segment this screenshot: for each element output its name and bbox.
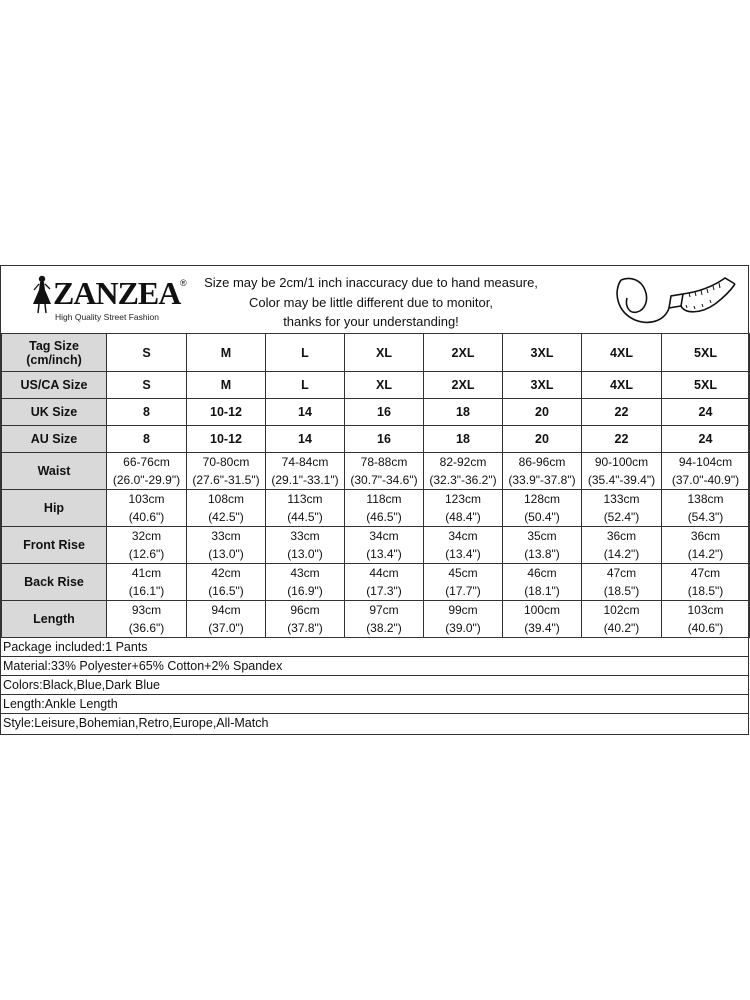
- notice-line: Size may be 2cm/1 inch inaccuracy due to hand measure,: [204, 275, 538, 290]
- measure-cm: 42cm: [211, 566, 241, 580]
- measure-cell: [503, 601, 582, 638]
- measure-cm: 34cm: [369, 529, 399, 543]
- measure-inch: (16.5"): [208, 584, 244, 598]
- measure-cell: [503, 453, 582, 490]
- row-header: Length: [2, 601, 107, 638]
- measure-cm: 47cm: [690, 566, 721, 580]
- size-cell: S: [107, 334, 187, 372]
- measure-cm: 93cm: [131, 603, 162, 617]
- detail-line: Length:Ankle Length: [1, 695, 748, 714]
- size-cell: S: [107, 372, 187, 399]
- measure-cell: [107, 601, 187, 638]
- size-cell: 2XL: [424, 334, 503, 372]
- size-cell: XL: [345, 372, 424, 399]
- measure-cell: [424, 564, 503, 601]
- measure-inch: (13.0"): [287, 547, 323, 561]
- measure-cell: [345, 453, 424, 490]
- measure-cell: [582, 490, 662, 527]
- measure-cm: 70-80cm: [202, 455, 250, 469]
- detail-line: Colors:Black,Blue,Dark Blue: [1, 676, 748, 695]
- measure-inch: (50.4"): [524, 510, 560, 524]
- measure-cell: [345, 527, 424, 564]
- measure-cell: [107, 527, 187, 564]
- measure-inch: (37.0"): [208, 621, 244, 635]
- measure-cell: [503, 564, 582, 601]
- measure-cell: [187, 490, 266, 527]
- measure-inch: (52.4"): [603, 510, 640, 524]
- table-row: [2, 372, 750, 399]
- tag-size-label: Tag Size: [29, 338, 79, 353]
- measure-cm: 103cm: [687, 603, 724, 617]
- measure-cm: 123cm: [444, 492, 482, 506]
- tag-size-unit: (cm/inch): [26, 352, 82, 367]
- measure-inch: (16.9"): [287, 584, 323, 598]
- measure-inch: (18.1"): [524, 584, 560, 598]
- measure-cell: [107, 490, 187, 527]
- table-row: [2, 490, 750, 527]
- size-cell: 24: [662, 399, 750, 426]
- size-cell: M: [187, 334, 266, 372]
- measure-cm: 90-100cm: [594, 455, 649, 469]
- size-cell: 3XL: [503, 372, 582, 399]
- size-cell: 10-12: [187, 426, 266, 453]
- measure-cell: [187, 527, 266, 564]
- measure-cell: [424, 601, 503, 638]
- measure-inch: (40.2"): [603, 621, 640, 635]
- measure-cell: [266, 601, 345, 638]
- measure-cell: [266, 453, 345, 490]
- size-cell: 24: [662, 426, 750, 453]
- measure-cell: [107, 453, 187, 490]
- size-cell: 8: [107, 399, 187, 426]
- measure-cell: [187, 453, 266, 490]
- registered-mark: ®: [180, 278, 187, 288]
- measure-inch: (13.4"): [366, 547, 402, 561]
- measure-inch: (18.5"): [603, 584, 640, 598]
- measure-cm: 47cm: [606, 566, 637, 580]
- row-header: Waist: [2, 453, 107, 490]
- notice-line: Color may be little different due to monitor,: [249, 294, 493, 310]
- measure-cm: 66-76cm: [123, 455, 170, 469]
- measure-inch: (40.6"): [128, 510, 165, 524]
- size-cell: L: [266, 372, 345, 399]
- size-cell: 20: [503, 426, 582, 453]
- measure-cell: [424, 490, 503, 527]
- measure-inch: (13.8"): [524, 547, 560, 561]
- measure-inch: (14.2"): [603, 547, 640, 561]
- row-header: [2, 334, 107, 372]
- product-details: [1, 637, 748, 733]
- measure-inch: (37.8"): [287, 621, 323, 635]
- measure-cell: [662, 601, 750, 638]
- table-row: [2, 601, 750, 638]
- measure-cm: 128cm: [523, 492, 561, 506]
- measure-inch: (36.6"): [128, 621, 165, 635]
- size-cell: 2XL: [424, 372, 503, 399]
- measure-cm: 41cm: [131, 566, 162, 580]
- measure-cell: [662, 490, 750, 527]
- size-notice: [201, 273, 541, 332]
- measure-cell: [266, 490, 345, 527]
- measure-inch: (39.0"): [445, 621, 481, 635]
- measure-cm: 46cm: [527, 566, 557, 580]
- measure-cm: 33cm: [290, 529, 320, 543]
- measure-inch: (44.5"): [287, 510, 323, 524]
- measure-inch: (18.5"): [687, 584, 724, 598]
- measure-cm: 100cm: [523, 603, 561, 617]
- measure-cell: [266, 564, 345, 601]
- measure-cell: [582, 564, 662, 601]
- measure-inch: (27.6"-31.5"): [192, 473, 260, 487]
- measure-cell: [187, 564, 266, 601]
- measure-inch: (30.7"-34.6"): [350, 473, 418, 487]
- measure-cm: 32cm: [131, 529, 162, 543]
- measure-cell: [582, 453, 662, 490]
- size-cell: 20: [503, 399, 582, 426]
- measure-inch: (29.1"-33.1"): [271, 473, 339, 487]
- measure-cell: [345, 564, 424, 601]
- measure-cm: 103cm: [128, 492, 165, 506]
- row-header: AU Size: [2, 426, 107, 453]
- measure-cell: [345, 601, 424, 638]
- measure-inch: (17.7"): [445, 584, 481, 598]
- measure-inch: (40.6"): [687, 621, 724, 635]
- row-header: Hip: [2, 490, 107, 527]
- measure-cm: 36cm: [690, 529, 721, 543]
- measure-inch: (42.5"): [208, 510, 244, 524]
- measure-inch: (33.9"-37.8"): [508, 473, 576, 487]
- measure-cm: 45cm: [448, 566, 478, 580]
- size-cell: 8: [107, 426, 187, 453]
- measure-inch: (14.2"): [687, 547, 724, 561]
- size-cell: 14: [266, 399, 345, 426]
- measure-cm: 133cm: [603, 492, 640, 506]
- measure-cell: [662, 527, 750, 564]
- measure-cm: 99cm: [448, 603, 478, 617]
- size-cell: XL: [345, 334, 424, 372]
- measure-cell: [424, 453, 503, 490]
- measure-inch: (13.0"): [208, 547, 244, 561]
- size-cell: 18: [424, 399, 503, 426]
- size-cell: 18: [424, 426, 503, 453]
- size-cell: 16: [345, 399, 424, 426]
- measure-inch: (17.3"): [366, 584, 402, 598]
- measure-cm: 102cm: [603, 603, 640, 617]
- table-row: [2, 399, 750, 426]
- row-header: US/CA Size: [2, 372, 107, 399]
- size-table: [1, 333, 750, 638]
- brand-tagline: High Quality Street Fashion: [55, 312, 159, 322]
- row-header: Front Rise: [2, 527, 107, 564]
- size-cell: 22: [582, 426, 662, 453]
- measure-inch: (48.4"): [445, 510, 481, 524]
- measure-inch: (32.3"-36.2"): [429, 473, 497, 487]
- measure-cm: 33cm: [211, 529, 241, 543]
- size-chart: [0, 265, 749, 735]
- table-row: [2, 426, 750, 453]
- measure-cm: 34cm: [448, 529, 478, 543]
- measure-cell: [266, 527, 345, 564]
- measure-inch: (54.3"): [687, 510, 724, 524]
- measure-cm: 43cm: [290, 566, 320, 580]
- measure-cell: [187, 601, 266, 638]
- measure-cell: [662, 564, 750, 601]
- measure-cell: [107, 564, 187, 601]
- measure-cm: 113cm: [287, 492, 323, 506]
- detail-line: Style:Leisure,Bohemian,Retro,Europe,All-Match: [3, 716, 269, 730]
- measure-cm: 35cm: [527, 529, 557, 543]
- measure-cm: 97cm: [369, 603, 399, 617]
- size-cell: L: [266, 334, 345, 372]
- measure-cell: [662, 453, 750, 490]
- measure-inch: (39.4"): [524, 621, 560, 635]
- size-cell: 5XL: [662, 372, 750, 399]
- measure-cm: 78-88cm: [360, 455, 408, 469]
- size-cell: 3XL: [503, 334, 582, 372]
- measure-inch: (12.6"): [128, 547, 165, 561]
- measure-cm: 44cm: [369, 566, 399, 580]
- size-cell: 14: [266, 426, 345, 453]
- measure-cm: 74-84cm: [281, 455, 329, 469]
- measure-inch: (13.4"): [445, 547, 481, 561]
- size-cell: 4XL: [582, 334, 662, 372]
- measure-cm: 138cm: [687, 492, 724, 506]
- brand-logo: [31, 272, 211, 330]
- size-cell: 4XL: [582, 372, 662, 399]
- measure-cm: 108cm: [207, 492, 245, 506]
- detail-line: Package included:1 Pants: [1, 638, 748, 657]
- measure-cell: [503, 527, 582, 564]
- chart-header: [1, 266, 748, 334]
- size-cell: 10-12: [187, 399, 266, 426]
- measuring-tape-icon: [611, 270, 739, 330]
- measure-cm: 96cm: [290, 603, 320, 617]
- woman-figure-icon: [31, 274, 53, 314]
- measure-cm: 86-96cm: [518, 455, 566, 469]
- measure-inch: (35.4"-39.4"): [587, 473, 656, 487]
- table-row: [2, 453, 750, 490]
- measure-inch: (16.1"): [128, 584, 165, 598]
- measure-cm: 94-104cm: [678, 455, 733, 469]
- row-header: UK Size: [2, 399, 107, 426]
- size-cell: M: [187, 372, 266, 399]
- measure-cell: [582, 527, 662, 564]
- notice-line: thanks for your understanding!: [283, 314, 459, 329]
- table-row: [2, 527, 750, 564]
- size-cell: 5XL: [662, 334, 750, 372]
- table-row: [2, 564, 750, 601]
- measure-cm: 94cm: [211, 603, 241, 617]
- table-row: [2, 334, 750, 372]
- row-header: Back Rise: [2, 564, 107, 601]
- measure-inch: (26.0"-29.9"): [112, 473, 181, 487]
- measure-cell: [345, 490, 424, 527]
- measure-cm: 36cm: [606, 529, 637, 543]
- measure-cm: 118cm: [366, 492, 402, 506]
- measure-inch: (37.0"-40.9"): [671, 473, 740, 487]
- size-cell: 22: [582, 399, 662, 426]
- measure-cell: [424, 527, 503, 564]
- measure-cell: [503, 490, 582, 527]
- detail-line: Material:33% Polyester+65% Cotton+2% Spandex: [1, 657, 748, 676]
- size-cell: 16: [345, 426, 424, 453]
- measure-cell: [582, 601, 662, 638]
- measure-inch: (38.2"): [366, 621, 402, 635]
- measure-inch: (46.5"): [366, 510, 402, 524]
- brand-name: ZANZEA: [53, 275, 181, 311]
- measure-cm: 82-92cm: [439, 455, 487, 469]
